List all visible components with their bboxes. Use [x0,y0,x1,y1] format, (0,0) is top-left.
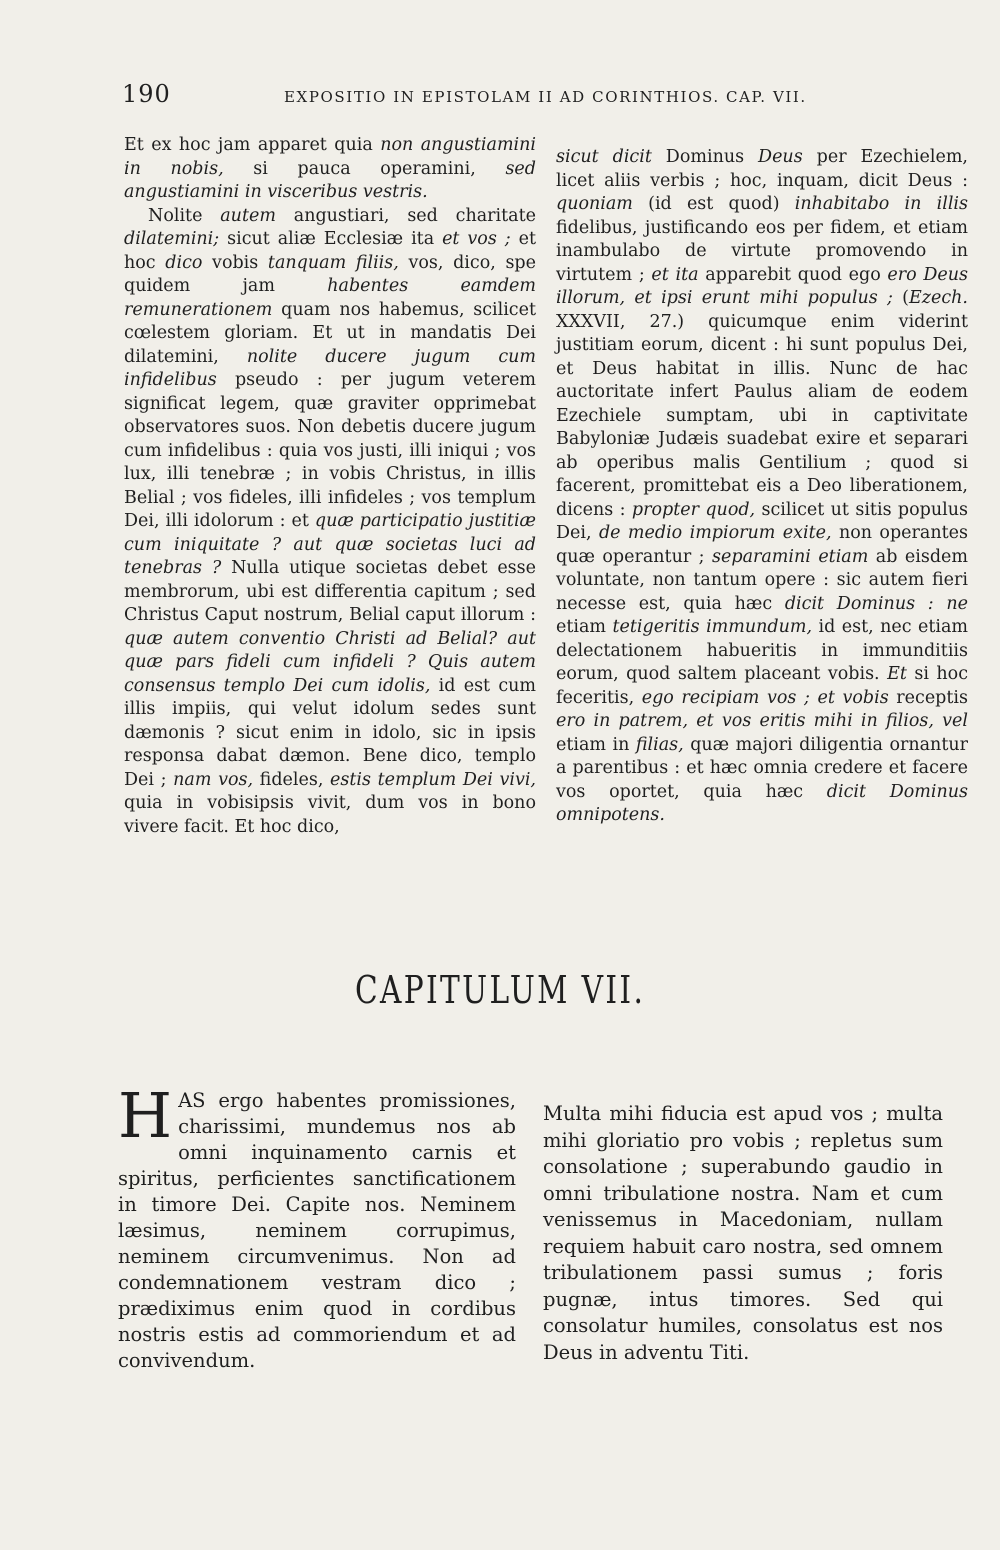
text-run: fideles, [253,769,331,790]
text-run: etiam [556,617,613,637]
italic-run: separamini etiam [712,546,869,567]
text-run: sicut aliæ Ecclesiæ ita [219,229,443,249]
italic-run: sicut dicit [556,147,652,167]
text-run: fidelibus, justificando eos per fidem, et etiam inambulabo de virtute promovendo in virtutem ; [556,217,968,285]
italic-run: non angustiamini in nobis, [124,135,537,179]
text-run: (id est quod) [632,194,795,214]
text-run: Multa mihi fiducia est apud vos ; multa mihi gloriatio pro vobis ; repletus sum consolatione ; superabundo gaudio in omni tribulatione nostra. Nam et cum venissemus in Macedoniam, nullam requiem habuit caro nostra, sed omnem tribulationem passi sumus ; foris pugnæ, intus timores. Sed qui consolatur humiles, consolatus est nos Deus in adventu Titi. [543,1102,943,1364]
drop-cap: H [118,1079,173,1152]
page-header [122,80,822,114]
left-column-top [124,134,536,839]
italic-run: dico [165,252,203,273]
paragraph [556,146,968,828]
text-run: pseudo : per jugum veterem significat legem, quæ graviter opprimebat observatores suos. Non debetis ducere jugum cum infidelibus : quia vos justi, illi iniqui ; vos lux, illi tenebræ ; in vobis Christus, in illis Belial ; vos fideles, illi infideles ; vos templum Dei, illi idolorum : et [124,370,536,531]
italic-run: dicit Dominus : ne [784,593,968,614]
italic-run: ero in patrem, et vos eritis mihi in filios, vel [556,711,968,731]
text-run: per Ezechielem, licet aliis verbis ; hoc, inquam, dicit Deus : [556,147,968,191]
text-run: ( [892,288,909,308]
italic-run: ego recipiam vos ; et vobis [641,687,889,708]
italic-run: et ita [651,264,699,285]
chapter-title: CAPITULUM VII. [354,968,646,1012]
text-run: angustiari, sed charitate [275,205,536,226]
text-run: Nolite [148,205,221,226]
text-run: Nulla utique societas debet esse membrorum, ubi est differentia capitum ; sed Christus Caput nostrum, Belial caput illorum : [124,558,537,625]
text-run: scilicet ut sitis populus Dei, [556,499,968,543]
italic-run: nolite ducere jugum cum infidelibus [124,346,536,390]
italic-run: Et [887,664,907,684]
paragraph [124,134,536,205]
italic-run: et vos ; [442,229,511,249]
text-run: XXXVII, 27.) quicumque enim viderint justitiam eorum, dicent : hi sunt populus Dei, et Deus habitat in illis. Nunc de hac auctoritate infert Paulus aliam de eodem Ezechiele sumptam, ubi in captivitate Babyloniæ Judæis suadebat exire et separari ab operibus malis Gentilium ; quod si facerent, promittebat eis a Deo liberationem, dicens : [556,311,968,520]
text-run: AS ergo habentes promissiones, charissimi, mundemus nos ab omni inquinamento carnis et spiritus, perficientes sanctificationem in timore Dei. Capite nos. Neminem læsimus, neminem corrupimus, neminem circumvenimus. Non ad condemnationem vestram dico ; prædiximus enim quod in cordibus nostris estis ad commoriendum et ad convivendum. [118,1089,516,1372]
italic-run: estis templum Dei vivi, [330,769,536,790]
italic-run: inhabitabo in illis [794,194,968,214]
text-run: etiam in [556,734,636,755]
italic-run: propter quod, [631,499,756,520]
italic-run: dicit Dominus omnipotens. [556,781,968,825]
italic-run: dilatemini; [124,229,220,249]
text-run: non operantes quæ operantur ; [556,523,968,567]
text-run: si hoc feceritis, [556,664,968,708]
italic-run: de medio impiorum exite, [598,523,832,543]
italic-run: quæ participatio justitiæ cum iniquitate ? aut quæ societas luci ad tenebras ? [124,511,536,578]
text-run: et hoc [124,229,536,273]
right-column-bottom [543,1101,943,1366]
italic-run: tanquam filiis, [267,252,399,273]
italic-run: sed angustiamini in visceribus vestris. [124,158,536,202]
text-run: Dominus [651,147,759,167]
italic-run: Ezech. [909,288,968,308]
page-number: 190 [122,80,171,108]
italic-run: nam vos, [173,769,254,790]
text-run: receptis [888,687,968,708]
text-run: vos, dico, spe quidem jam [124,252,536,296]
italic-run: tetigeritis immundum, [612,617,813,637]
text-run: ab eisdem voluntate, non tantum opere : sic autem fieri necesse est, quia hæc [556,546,968,614]
text-run: id est cum illis impiis, qui velut idolum sedes sunt dæmonis ? sicut enim in idolo, sic in ipsis responsa dabat dæmon. Bene dico, templo Dei ; [124,675,536,790]
italic-run: habentes eamdem remunerationem [124,276,536,320]
italic-run: quoniam [556,194,633,214]
right-column-top [556,146,968,828]
paragraph [124,205,536,840]
italic-run: Deus [758,147,803,167]
chapter-heading [0,968,1000,1012]
text-run: si pauca operamini, [223,158,506,179]
running-head: EXPOSITIO IN EPISTOLAM II AD CORINTHIOS. CAP. VII. [284,88,807,106]
text-run: apparebit quod ego [698,264,888,285]
text-run: quæ majori diligentia ornantur a parentibus : et hæc omnia credere et facere vos oportet, quia hæc [556,734,968,802]
italic-run: autem [220,205,276,226]
italic-run: ero Deus illorum, et ipsi erunt mihi populus ; [556,264,968,308]
text-run: Et ex hoc jam apparet quia [124,135,381,155]
text-run: id est, nec etiam delectationem habueritis in immunditiis eorum, quod saltem placeant vobis. [556,617,968,684]
text-run: quia in vobisipsis vivit, dum vos in bono vivere facit. Et hoc dico, [124,793,536,837]
left-column-bottom [118,1079,516,1374]
text-run: vobis [202,252,268,273]
italic-run: filias, [635,734,684,755]
paragraph [543,1101,943,1366]
text-run: quam nos habemus, scilicet cœlestem gloriam. Et ut in mandatis Dei dilatemini, [124,299,536,367]
paragraph [118,1079,516,1374]
italic-run: quæ autem conventio Christi ad Belial? aut quæ pars fideli cum infideli ? Quis autem consensus templo Dei cum idolis, [124,628,536,696]
